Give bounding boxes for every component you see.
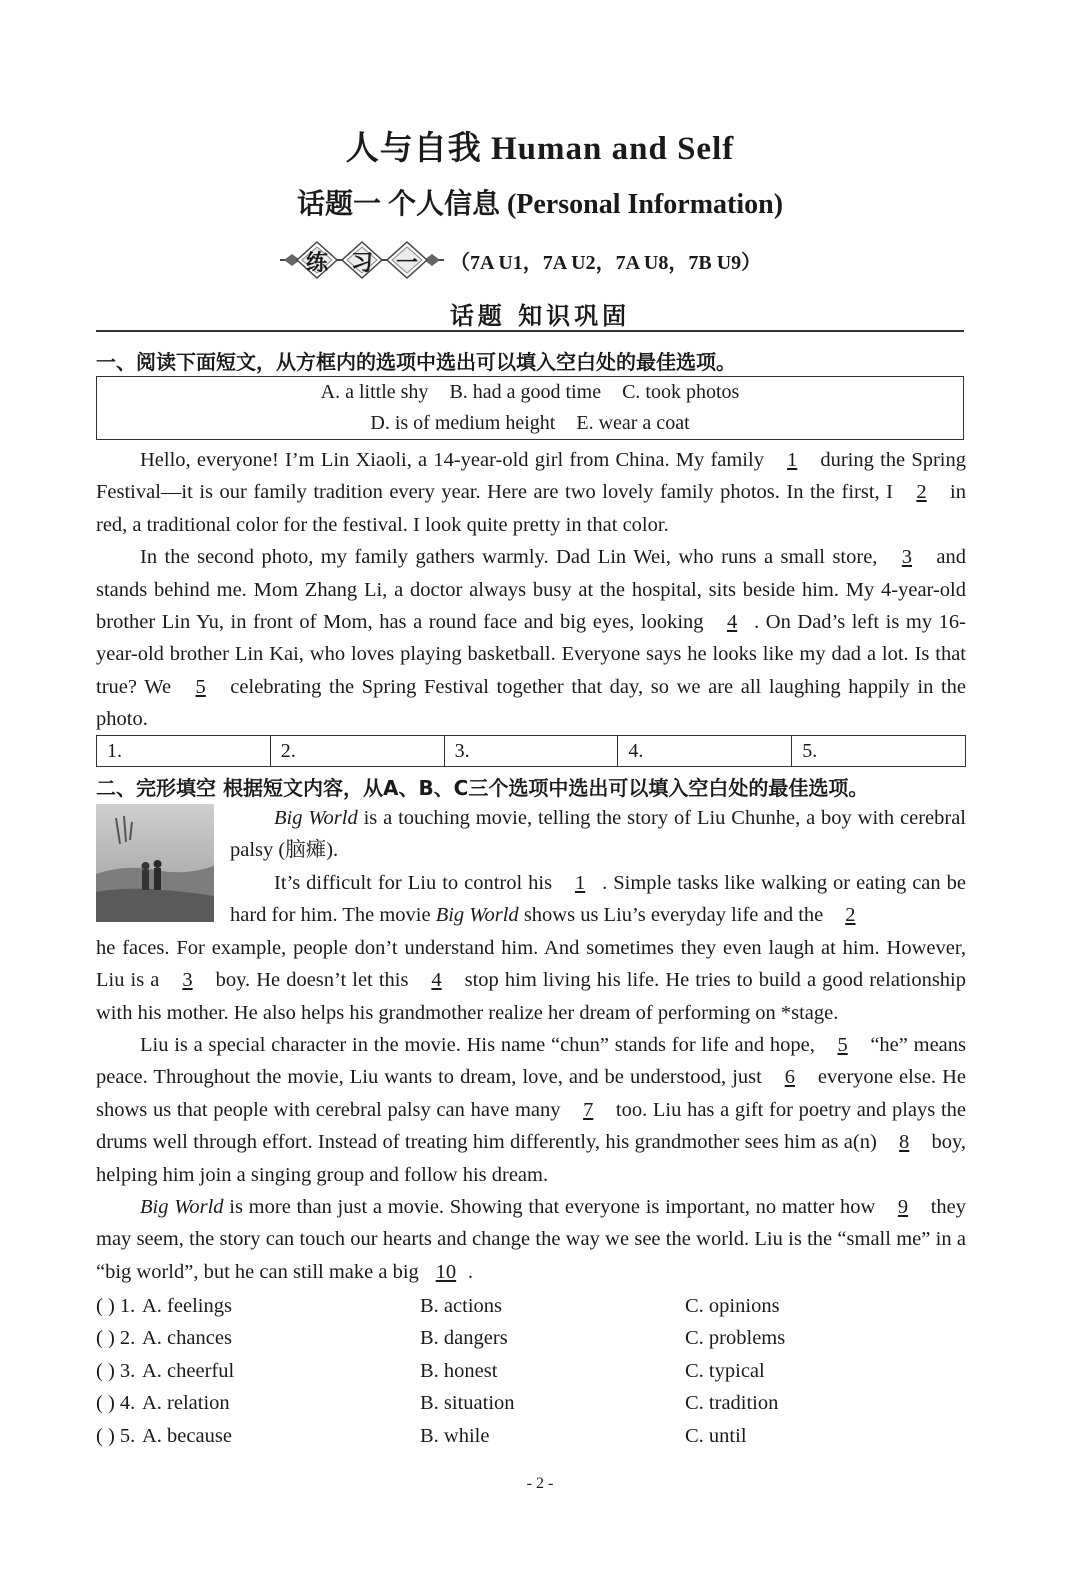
blank-4[interactable]: 4 (726, 611, 738, 634)
text-run: “he” means peace. Throughout the movie, Liu wants to dream, love, and be understood, just (96, 1034, 966, 1089)
badge-char-2: 习 (350, 251, 373, 276)
choice-number[interactable]: ( ) 2. (96, 1327, 136, 1350)
choice-row (96, 1420, 966, 1452)
text-run: during the Spring Festival—it is our family tradition every year. Here are two lovely family photos. In the first, I (96, 449, 966, 504)
text-run: celebrating the Spring Festival together that day, so we are all laughing happily in the photo. (96, 675, 966, 731)
text-run: is more than just a movie. Showing that everyone is important, no matter how (223, 1196, 881, 1219)
page-number: - 2 - (526, 1475, 554, 1492)
choice-row (96, 1355, 966, 1387)
text-run: . On Dad’s left is my 16-year-old brother Lin Kai, who loves playing basketball. Everyone says he looks like my dad a lot. Is that true? We (96, 611, 966, 698)
text-run: Hello, everyone! I’m Lin Xiaoli, a 14-year-old girl from China. My family (140, 449, 771, 471)
answer-cell-2[interactable]: 2. (270, 736, 444, 767)
option-row-1 (97, 377, 963, 408)
option-d: D. is of medium height (370, 412, 556, 434)
passage-paragraph (96, 444, 966, 541)
section2-passage (96, 867, 966, 1288)
text-run: boy, helping him join a singing group and follow his dream. (96, 1131, 966, 1186)
option-b: B. had a good time (449, 381, 602, 403)
choice-a: A. cheerful (142, 1359, 235, 1382)
blank-5[interactable]: 5 (195, 675, 206, 698)
page-title: 人与自我 Human and Self (345, 131, 735, 167)
choice-c: C. problems (685, 1327, 786, 1350)
movie-title: Big World (435, 904, 519, 927)
answer-cell-3[interactable]: 3. (444, 736, 618, 767)
section1-passage (96, 444, 966, 736)
text-run: he faces. For example, people don’t understand him. And sometimes they even laugh at him. However, Liu is a (96, 936, 966, 992)
choice-row (96, 1322, 966, 1354)
choice-b: B. dangers (420, 1327, 508, 1350)
choice-row (96, 1387, 966, 1419)
choice-a: A. relation (142, 1392, 230, 1415)
choice-c: C. typical (685, 1359, 765, 1382)
passage-paragraph (96, 1191, 966, 1288)
choice-row (96, 1290, 966, 1322)
choice-number[interactable]: ( ) 5. (96, 1424, 136, 1447)
text-run: . (467, 1260, 474, 1283)
text-run: Liu is a special character in the movie. His name “chun” stands for life and hope, (140, 1034, 821, 1057)
choice-a: A. chances (142, 1327, 232, 1350)
blank-7[interactable]: 7 (583, 1098, 594, 1121)
text-run: everyone else. He shows us that people with cerebral palsy can have many (96, 1066, 966, 1121)
blank-10[interactable]: 10 (435, 1260, 457, 1283)
blank-3[interactable]: 3 (182, 969, 193, 992)
section2-intro (230, 802, 966, 867)
blank-9[interactable]: 9 (897, 1196, 909, 1219)
answer-table (96, 735, 966, 767)
passage-paragraph (96, 1029, 966, 1191)
blank-5[interactable]: 5 (837, 1034, 848, 1057)
text-run: boy. He doesn’t let this (209, 969, 415, 992)
topic-subtitle: 话题一 个人信息 (Personal Information) (296, 189, 784, 220)
text-run: in red, a traditional color for the festival. I look quite pretty in that color. (96, 481, 966, 536)
badge-char-3: 一 (395, 251, 418, 276)
choice-b: B. honest (420, 1359, 498, 1382)
choice-number[interactable]: ( ) 4. (96, 1392, 136, 1415)
passage-paragraph (96, 932, 966, 1029)
text-run: they may seem, the story can touch our hearts and change the way we see the world. Liu is the “small me” in a “big world”, but he can still make a big (96, 1196, 966, 1283)
choice-b: B. while (420, 1424, 490, 1447)
choice-number[interactable]: ( ) 1. (96, 1295, 136, 1317)
text-run: . Simple tasks like walking or eating can be hard for him. The movie (230, 872, 966, 927)
choice-b: B. actions (420, 1295, 502, 1317)
section1-title: 一、阅读下面短文，从方框内的选项中选出可以填入空白处的最佳选项。 (96, 350, 736, 374)
practice-header (278, 240, 761, 280)
text-run: and stands behind me. Mom Zhang Li, a doctor always busy at the hospital, sits beside him. My 4-year-old brother Lin Yu, in front of Mom, has a round face and big eyes, looking (96, 546, 966, 634)
choice-b: B. situation (420, 1392, 515, 1415)
passage-paragraph (96, 541, 966, 735)
section2-title: 二、完形填空 根据短文内容，从A、B、C三个选项中选出可以填入空白处的最佳选项。 (96, 776, 869, 800)
choice-a: A. because (142, 1424, 232, 1447)
option-e: E. wear a coat (576, 412, 690, 434)
choice-list (96, 1290, 966, 1452)
choice-c: C. tradition (685, 1392, 779, 1415)
text-run: shows us Liu’s everyday life and the (518, 904, 829, 927)
movie-title: Big World (140, 1196, 224, 1219)
choice-c: C. until (685, 1424, 747, 1447)
header-divider (96, 330, 964, 332)
answer-cell-1[interactable]: 1. (97, 736, 271, 767)
blank-4[interactable]: 4 (431, 969, 442, 992)
text-run: In the second photo, my family gathers warmly. Dad Lin Wei, who runs a small store, (140, 546, 885, 569)
practice-units: （7A U1，7A U2，7A U8，7B U9） (450, 251, 762, 274)
answer-row (97, 736, 966, 767)
text-run: It’s difficult for Liu to control his (274, 872, 559, 894)
text-run: is a touching movie, telling the story of Liu Chunhe, a boy with cerebral palsy (脑瘫). (230, 807, 966, 862)
blank-8[interactable]: 8 (898, 1131, 910, 1154)
passage-paragraph-wrap (230, 867, 966, 932)
answer-cell-5[interactable]: 5. (792, 736, 966, 767)
text-run: stop him living his life. He tries to build a good relationship with his mother. He also helps his grandmother realize her dream of performing on *stage. (96, 969, 966, 1024)
choice-c: C. opinions (685, 1295, 780, 1317)
passage-paragraph (230, 802, 966, 867)
topic-section-label: 话题 知识巩固 (449, 302, 631, 330)
blank-1[interactable]: 1 (574, 872, 586, 894)
option-box (96, 376, 964, 440)
text-run: too. Liu has a gift for poetry and plays the drums well through effort. Instead of treating him differently, his grandmother sees him as a(n) (96, 1098, 966, 1154)
answer-cell-4[interactable]: 4. (618, 736, 792, 767)
blank-2[interactable]: 2 (916, 481, 927, 504)
option-c: C. took photos (622, 381, 740, 403)
practice-badge (278, 240, 446, 280)
option-row-2 (97, 408, 963, 439)
option-a: A. a little shy (320, 381, 429, 403)
blank-1[interactable]: 1 (787, 449, 798, 471)
blank-6[interactable]: 6 (784, 1066, 795, 1089)
movie-title: Big World (274, 807, 358, 829)
choice-number[interactable]: ( ) 3. (96, 1359, 136, 1382)
blank-3[interactable]: 3 (901, 546, 913, 569)
blank-2[interactable]: 2 (845, 904, 856, 927)
choice-a: A. feelings (142, 1295, 232, 1317)
badge-char-1: 练 (305, 251, 328, 276)
